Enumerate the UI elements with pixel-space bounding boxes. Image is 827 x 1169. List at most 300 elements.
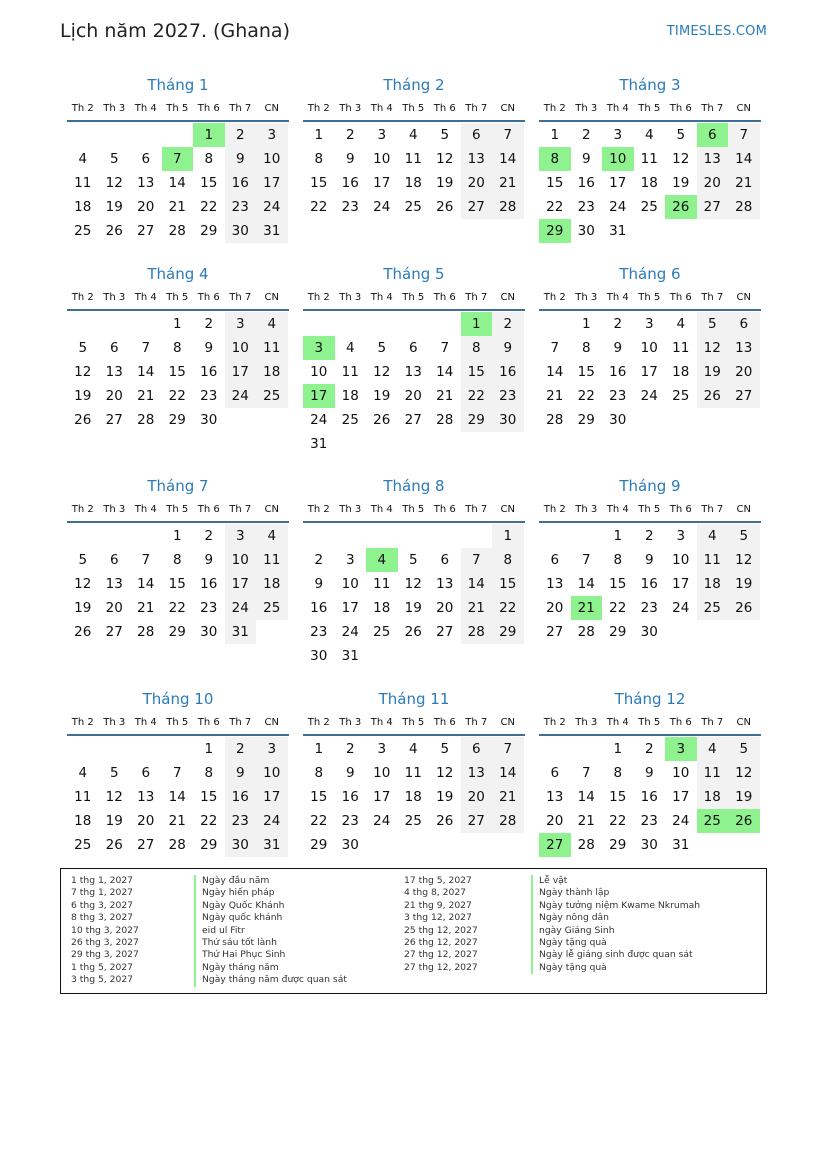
day-cell[interactable]: 30 (640, 624, 658, 640)
day-cell[interactable]: 14 (436, 364, 454, 380)
weekend-day-cell[interactable]: 16 (225, 171, 257, 195)
weekend-day-cell[interactable]: 21 (492, 171, 524, 195)
day-cell[interactable]: 25 (404, 199, 422, 215)
weekend-day-cell[interactable]: 17 (225, 572, 257, 596)
day-cell[interactable]: 27 (105, 624, 123, 640)
holiday-day-cell[interactable]: 27 (539, 833, 571, 857)
day-cell[interactable]: 16 (310, 600, 328, 616)
day-cell[interactable]: 17 (640, 364, 658, 380)
day-cell[interactable]: 17 (672, 789, 690, 805)
holiday-day-cell[interactable]: 29 (539, 219, 571, 243)
day-cell[interactable]: 23 (200, 600, 218, 616)
day-cell[interactable]: 19 (436, 175, 454, 191)
day-cell[interactable]: 4 (345, 340, 355, 356)
day-cell[interactable]: 24 (373, 813, 391, 829)
weekend-day-cell[interactable]: 27 (697, 195, 729, 219)
weekend-day-cell[interactable]: 18 (256, 572, 288, 596)
day-cell[interactable]: 15 (200, 175, 218, 191)
day-cell[interactable]: 18 (404, 175, 422, 191)
day-cell[interactable]: 10 (373, 151, 391, 167)
day-cell[interactable]: 22 (577, 388, 595, 404)
day-cell[interactable]: 8 (172, 340, 182, 356)
day-cell[interactable]: 25 (640, 199, 658, 215)
weekend-day-cell[interactable]: 11 (697, 548, 729, 572)
brand-link[interactable]: TIMESLES.COM (666, 24, 767, 39)
day-cell[interactable]: 18 (74, 199, 92, 215)
weekend-day-cell[interactable]: 3 (256, 123, 288, 147)
day-cell[interactable]: 2 (644, 528, 654, 544)
weekend-day-cell[interactable]: 3 (225, 312, 257, 336)
day-cell[interactable]: 23 (577, 199, 595, 215)
day-cell[interactable]: 18 (74, 813, 92, 829)
day-cell[interactable]: 19 (373, 388, 391, 404)
weekend-day-cell[interactable]: 1 (492, 524, 524, 548)
day-cell[interactable]: 27 (137, 223, 155, 239)
day-cell[interactable]: 3 (345, 552, 355, 568)
weekend-day-cell[interactable]: 12 (728, 548, 760, 572)
day-cell[interactable]: 12 (436, 151, 454, 167)
weekend-day-cell[interactable]: 29 (492, 620, 524, 644)
day-cell[interactable]: 21 (137, 388, 155, 404)
day-cell[interactable]: 10 (341, 576, 359, 592)
day-cell[interactable]: 23 (200, 388, 218, 404)
day-cell[interactable]: 1 (204, 741, 214, 757)
day-cell[interactable]: 25 (341, 412, 359, 428)
day-cell[interactable]: 29 (609, 837, 627, 853)
weekend-day-cell[interactable]: 11 (256, 548, 288, 572)
day-cell[interactable]: 8 (204, 765, 214, 781)
weekend-day-cell[interactable]: 7 (461, 548, 493, 572)
weekend-day-cell[interactable]: 17 (225, 360, 257, 384)
weekend-day-cell[interactable]: 9 (225, 761, 257, 785)
weekend-day-cell[interactable]: 4 (256, 524, 288, 548)
day-cell[interactable]: 22 (200, 813, 218, 829)
day-cell[interactable]: 6 (550, 765, 560, 781)
weekend-day-cell[interactable]: 24 (256, 195, 288, 219)
day-cell[interactable]: 18 (341, 388, 359, 404)
weekend-day-cell[interactable]: 7 (492, 737, 524, 761)
day-cell[interactable]: 30 (341, 837, 359, 853)
day-cell[interactable]: 11 (404, 151, 422, 167)
day-cell[interactable]: 8 (204, 151, 214, 167)
day-cell[interactable]: 20 (546, 813, 564, 829)
weekend-day-cell[interactable]: 2 (492, 312, 524, 336)
day-cell[interactable]: 2 (345, 741, 355, 757)
weekend-day-cell[interactable]: 31 (225, 620, 257, 644)
day-cell[interactable]: 22 (168, 388, 186, 404)
day-cell[interactable]: 16 (609, 364, 627, 380)
weekend-day-cell[interactable]: 13 (461, 761, 493, 785)
day-cell[interactable]: 13 (105, 364, 123, 380)
weekend-day-cell[interactable]: 2 (225, 123, 257, 147)
day-cell[interactable]: 12 (105, 789, 123, 805)
weekend-day-cell[interactable]: 19 (728, 572, 760, 596)
weekend-day-cell[interactable]: 30 (492, 408, 524, 432)
weekend-day-cell[interactable]: 8 (492, 548, 524, 572)
day-cell[interactable]: 23 (310, 624, 328, 640)
day-cell[interactable]: 26 (436, 813, 454, 829)
day-cell[interactable]: 19 (672, 175, 690, 191)
day-cell[interactable]: 14 (546, 364, 564, 380)
day-cell[interactable]: 19 (436, 789, 454, 805)
weekend-day-cell[interactable]: 22 (461, 384, 493, 408)
day-cell[interactable]: 16 (200, 364, 218, 380)
day-cell[interactable]: 9 (204, 340, 214, 356)
day-cell[interactable]: 2 (345, 127, 355, 143)
day-cell[interactable]: 22 (310, 813, 328, 829)
day-cell[interactable]: 22 (609, 600, 627, 616)
day-cell[interactable]: 26 (404, 624, 422, 640)
day-cell[interactable]: 7 (141, 552, 151, 568)
weekend-day-cell[interactable]: 5 (728, 524, 760, 548)
weekend-day-cell[interactable]: 17 (256, 785, 288, 809)
weekend-day-cell[interactable]: 21 (492, 785, 524, 809)
weekend-day-cell[interactable]: 28 (728, 195, 760, 219)
day-cell[interactable]: 22 (546, 199, 564, 215)
day-cell[interactable]: 16 (341, 175, 359, 191)
weekend-day-cell[interactable]: 7 (492, 123, 524, 147)
day-cell[interactable]: 12 (373, 364, 391, 380)
day-cell[interactable]: 6 (408, 340, 418, 356)
day-cell[interactable]: 10 (373, 765, 391, 781)
weekend-day-cell[interactable]: 4 (256, 312, 288, 336)
day-cell[interactable]: 22 (310, 199, 328, 215)
day-cell[interactable]: 9 (345, 765, 355, 781)
weekend-day-cell[interactable]: 29 (461, 408, 493, 432)
day-cell[interactable]: 30 (200, 412, 218, 428)
weekend-day-cell[interactable]: 3 (225, 524, 257, 548)
day-cell[interactable]: 28 (436, 412, 454, 428)
day-cell[interactable]: 8 (613, 552, 623, 568)
day-cell[interactable]: 2 (204, 528, 214, 544)
holiday-day-cell[interactable]: 26 (665, 195, 697, 219)
day-cell[interactable]: 5 (377, 340, 387, 356)
day-cell[interactable]: 5 (78, 340, 88, 356)
weekend-day-cell[interactable]: 20 (461, 171, 493, 195)
day-cell[interactable]: 19 (105, 199, 123, 215)
weekend-day-cell[interactable]: 9 (492, 336, 524, 360)
weekend-day-cell[interactable]: 14 (728, 147, 760, 171)
weekend-day-cell[interactable]: 28 (492, 809, 524, 833)
day-cell[interactable]: 16 (640, 576, 658, 592)
day-cell[interactable]: 6 (550, 552, 560, 568)
day-cell[interactable]: 5 (440, 741, 450, 757)
day-cell[interactable]: 16 (341, 789, 359, 805)
day-cell[interactable]: 17 (609, 175, 627, 191)
holiday-day-cell[interactable]: 7 (162, 147, 194, 171)
holiday-day-cell[interactable]: 6 (697, 123, 729, 147)
weekend-day-cell[interactable]: 25 (256, 596, 288, 620)
holiday-day-cell[interactable]: 1 (193, 123, 225, 147)
day-cell[interactable]: 31 (672, 837, 690, 853)
day-cell[interactable]: 13 (546, 576, 564, 592)
day-cell[interactable]: 23 (640, 813, 658, 829)
day-cell[interactable]: 1 (314, 127, 324, 143)
day-cell[interactable]: 15 (609, 789, 627, 805)
day-cell[interactable]: 6 (440, 552, 450, 568)
day-cell[interactable]: 17 (373, 789, 391, 805)
day-cell[interactable]: 10 (672, 765, 690, 781)
weekend-day-cell[interactable]: 20 (728, 360, 760, 384)
day-cell[interactable]: 12 (404, 576, 422, 592)
day-cell[interactable]: 4 (676, 316, 686, 332)
day-cell[interactable]: 23 (341, 199, 359, 215)
day-cell[interactable]: 21 (546, 388, 564, 404)
day-cell[interactable]: 19 (404, 600, 422, 616)
day-cell[interactable]: 21 (137, 600, 155, 616)
day-cell[interactable]: 15 (168, 576, 186, 592)
day-cell[interactable]: 7 (581, 552, 591, 568)
day-cell[interactable]: 9 (345, 151, 355, 167)
weekend-day-cell[interactable]: 6 (461, 123, 493, 147)
day-cell[interactable]: 25 (672, 388, 690, 404)
weekend-day-cell[interactable]: 26 (728, 596, 760, 620)
day-cell[interactable]: 27 (546, 624, 564, 640)
weekend-day-cell[interactable]: 19 (697, 360, 729, 384)
day-cell[interactable]: 9 (644, 552, 654, 568)
weekend-day-cell[interactable]: 15 (492, 572, 524, 596)
day-cell[interactable]: 5 (109, 151, 119, 167)
day-cell[interactable]: 1 (172, 316, 182, 332)
day-cell[interactable]: 11 (640, 151, 658, 167)
day-cell[interactable]: 14 (168, 175, 186, 191)
day-cell[interactable]: 24 (609, 199, 627, 215)
weekend-day-cell[interactable]: 31 (256, 219, 288, 243)
day-cell[interactable]: 23 (640, 600, 658, 616)
holiday-day-cell[interactable]: 3 (303, 336, 335, 360)
day-cell[interactable]: 25 (74, 223, 92, 239)
day-cell[interactable]: 31 (341, 648, 359, 664)
day-cell[interactable]: 11 (74, 789, 92, 805)
day-cell[interactable]: 13 (105, 576, 123, 592)
day-cell[interactable]: 24 (310, 412, 328, 428)
day-cell[interactable]: 21 (168, 813, 186, 829)
day-cell[interactable]: 15 (168, 364, 186, 380)
day-cell[interactable]: 11 (404, 765, 422, 781)
weekend-day-cell[interactable]: 16 (225, 785, 257, 809)
day-cell[interactable]: 9 (314, 576, 324, 592)
day-cell[interactable]: 29 (200, 223, 218, 239)
day-cell[interactable]: 20 (404, 388, 422, 404)
weekend-day-cell[interactable]: 20 (697, 171, 729, 195)
weekend-day-cell[interactable]: 12 (728, 761, 760, 785)
day-cell[interactable]: 2 (581, 127, 591, 143)
day-cell[interactable]: 29 (609, 624, 627, 640)
day-cell[interactable]: 18 (640, 175, 658, 191)
day-cell[interactable]: 18 (404, 789, 422, 805)
day-cell[interactable]: 5 (676, 127, 686, 143)
day-cell[interactable]: 5 (440, 127, 450, 143)
day-cell[interactable]: 1 (550, 127, 560, 143)
day-cell[interactable]: 3 (377, 127, 387, 143)
weekend-day-cell[interactable]: 3 (256, 737, 288, 761)
holiday-day-cell[interactable]: 10 (602, 147, 634, 171)
day-cell[interactable]: 18 (373, 600, 391, 616)
day-cell[interactable]: 29 (310, 837, 328, 853)
day-cell[interactable]: 15 (577, 364, 595, 380)
weekend-day-cell[interactable]: 13 (461, 147, 493, 171)
weekend-day-cell[interactable]: 23 (225, 195, 257, 219)
day-cell[interactable]: 25 (404, 813, 422, 829)
day-cell[interactable]: 10 (310, 364, 328, 380)
weekend-day-cell[interactable]: 18 (256, 360, 288, 384)
day-cell[interactable]: 8 (613, 765, 623, 781)
weekend-day-cell[interactable]: 31 (256, 833, 288, 857)
day-cell[interactable]: 11 (373, 576, 391, 592)
weekend-day-cell[interactable]: 24 (256, 809, 288, 833)
day-cell[interactable]: 31 (609, 223, 627, 239)
day-cell[interactable]: 20 (546, 600, 564, 616)
holiday-day-cell[interactable]: 17 (303, 384, 335, 408)
weekend-day-cell[interactable]: 4 (697, 524, 729, 548)
day-cell[interactable]: 26 (74, 624, 92, 640)
weekend-day-cell[interactable]: 4 (697, 737, 729, 761)
day-cell[interactable]: 2 (644, 741, 654, 757)
weekend-day-cell[interactable]: 5 (697, 312, 729, 336)
weekend-day-cell[interactable]: 6 (728, 312, 760, 336)
weekend-day-cell[interactable]: 17 (256, 171, 288, 195)
day-cell[interactable]: 6 (109, 552, 119, 568)
day-cell[interactable]: 5 (78, 552, 88, 568)
day-cell[interactable]: 20 (436, 600, 454, 616)
weekend-day-cell[interactable]: 24 (225, 384, 257, 408)
weekend-day-cell[interactable]: 30 (225, 219, 257, 243)
day-cell[interactable]: 28 (168, 837, 186, 853)
day-cell[interactable]: 19 (105, 813, 123, 829)
day-cell[interactable]: 28 (546, 412, 564, 428)
weekend-day-cell[interactable]: 23 (492, 384, 524, 408)
day-cell[interactable]: 12 (672, 151, 690, 167)
day-cell[interactable]: 13 (436, 576, 454, 592)
day-cell[interactable]: 8 (314, 151, 324, 167)
day-cell[interactable]: 1 (581, 316, 591, 332)
day-cell[interactable]: 26 (105, 223, 123, 239)
holiday-day-cell[interactable]: 25 (697, 809, 729, 833)
day-cell[interactable]: 31 (310, 436, 328, 452)
weekend-day-cell[interactable]: 28 (492, 195, 524, 219)
day-cell[interactable]: 1 (172, 528, 182, 544)
day-cell[interactable]: 1 (613, 741, 623, 757)
day-cell[interactable]: 30 (609, 412, 627, 428)
day-cell[interactable]: 12 (74, 364, 92, 380)
day-cell[interactable]: 4 (78, 151, 88, 167)
day-cell[interactable]: 20 (105, 600, 123, 616)
day-cell[interactable]: 29 (577, 412, 595, 428)
day-cell[interactable]: 12 (436, 765, 454, 781)
weekend-day-cell[interactable]: 21 (728, 171, 760, 195)
day-cell[interactable]: 17 (373, 175, 391, 191)
weekend-day-cell[interactable]: 19 (728, 785, 760, 809)
weekend-day-cell[interactable]: 9 (225, 147, 257, 171)
weekend-day-cell[interactable]: 10 (225, 336, 257, 360)
day-cell[interactable]: 14 (577, 576, 595, 592)
day-cell[interactable]: 28 (577, 624, 595, 640)
day-cell[interactable]: 29 (168, 412, 186, 428)
weekend-day-cell[interactable]: 27 (461, 195, 493, 219)
weekend-day-cell[interactable]: 2 (225, 737, 257, 761)
weekend-day-cell[interactable]: 25 (697, 596, 729, 620)
day-cell[interactable]: 26 (436, 199, 454, 215)
weekend-day-cell[interactable]: 24 (225, 596, 257, 620)
weekend-day-cell[interactable]: 20 (461, 785, 493, 809)
day-cell[interactable]: 8 (581, 340, 591, 356)
day-cell[interactable]: 22 (200, 199, 218, 215)
day-cell[interactable]: 13 (546, 789, 564, 805)
day-cell[interactable]: 17 (672, 576, 690, 592)
day-cell[interactable]: 28 (137, 624, 155, 640)
day-cell[interactable]: 27 (436, 624, 454, 640)
weekend-day-cell[interactable]: 18 (697, 785, 729, 809)
day-cell[interactable]: 2 (204, 316, 214, 332)
day-cell[interactable]: 7 (550, 340, 560, 356)
day-cell[interactable]: 28 (137, 412, 155, 428)
weekend-day-cell[interactable]: 30 (225, 833, 257, 857)
day-cell[interactable]: 9 (613, 340, 623, 356)
day-cell[interactable]: 7 (440, 340, 450, 356)
weekend-day-cell[interactable]: 18 (697, 572, 729, 596)
day-cell[interactable]: 29 (168, 624, 186, 640)
day-cell[interactable]: 23 (341, 813, 359, 829)
day-cell[interactable]: 2 (613, 316, 623, 332)
holiday-day-cell[interactable]: 8 (539, 147, 571, 171)
day-cell[interactable]: 11 (672, 340, 690, 356)
weekend-day-cell[interactable]: 13 (728, 336, 760, 360)
day-cell[interactable]: 3 (676, 528, 686, 544)
day-cell[interactable]: 27 (105, 412, 123, 428)
day-cell[interactable]: 4 (78, 765, 88, 781)
weekend-day-cell[interactable]: 13 (697, 147, 729, 171)
day-cell[interactable]: 6 (141, 765, 151, 781)
day-cell[interactable]: 16 (640, 789, 658, 805)
day-cell[interactable]: 14 (577, 789, 595, 805)
day-cell[interactable]: 21 (168, 199, 186, 215)
day-cell[interactable]: 17 (341, 600, 359, 616)
weekend-day-cell[interactable]: 5 (728, 737, 760, 761)
day-cell[interactable]: 12 (74, 576, 92, 592)
day-cell[interactable]: 14 (137, 364, 155, 380)
weekend-day-cell[interactable]: 8 (461, 336, 493, 360)
day-cell[interactable]: 5 (408, 552, 418, 568)
day-cell[interactable]: 30 (310, 648, 328, 664)
day-cell[interactable]: 23 (609, 388, 627, 404)
weekend-day-cell[interactable]: 21 (461, 596, 493, 620)
day-cell[interactable]: 8 (314, 765, 324, 781)
day-cell[interactable]: 15 (609, 576, 627, 592)
day-cell[interactable]: 11 (341, 364, 359, 380)
day-cell[interactable]: 7 (141, 340, 151, 356)
day-cell[interactable]: 15 (310, 175, 328, 191)
day-cell[interactable]: 18 (672, 364, 690, 380)
weekend-day-cell[interactable]: 26 (697, 384, 729, 408)
day-cell[interactable]: 7 (581, 765, 591, 781)
weekend-day-cell[interactable]: 14 (492, 147, 524, 171)
weekend-day-cell[interactable]: 10 (225, 548, 257, 572)
day-cell[interactable]: 26 (105, 837, 123, 853)
day-cell[interactable]: 4 (644, 127, 654, 143)
day-cell[interactable]: 13 (404, 364, 422, 380)
day-cell[interactable]: 29 (200, 837, 218, 853)
day-cell[interactable]: 20 (105, 388, 123, 404)
weekend-day-cell[interactable]: 27 (461, 809, 493, 833)
holiday-day-cell[interactable]: 4 (366, 548, 398, 572)
weekend-day-cell[interactable]: 14 (492, 761, 524, 785)
day-cell[interactable]: 26 (74, 412, 92, 428)
day-cell[interactable]: 30 (200, 624, 218, 640)
day-cell[interactable]: 22 (168, 600, 186, 616)
day-cell[interactable]: 28 (168, 223, 186, 239)
day-cell[interactable]: 15 (310, 789, 328, 805)
day-cell[interactable]: 10 (672, 552, 690, 568)
